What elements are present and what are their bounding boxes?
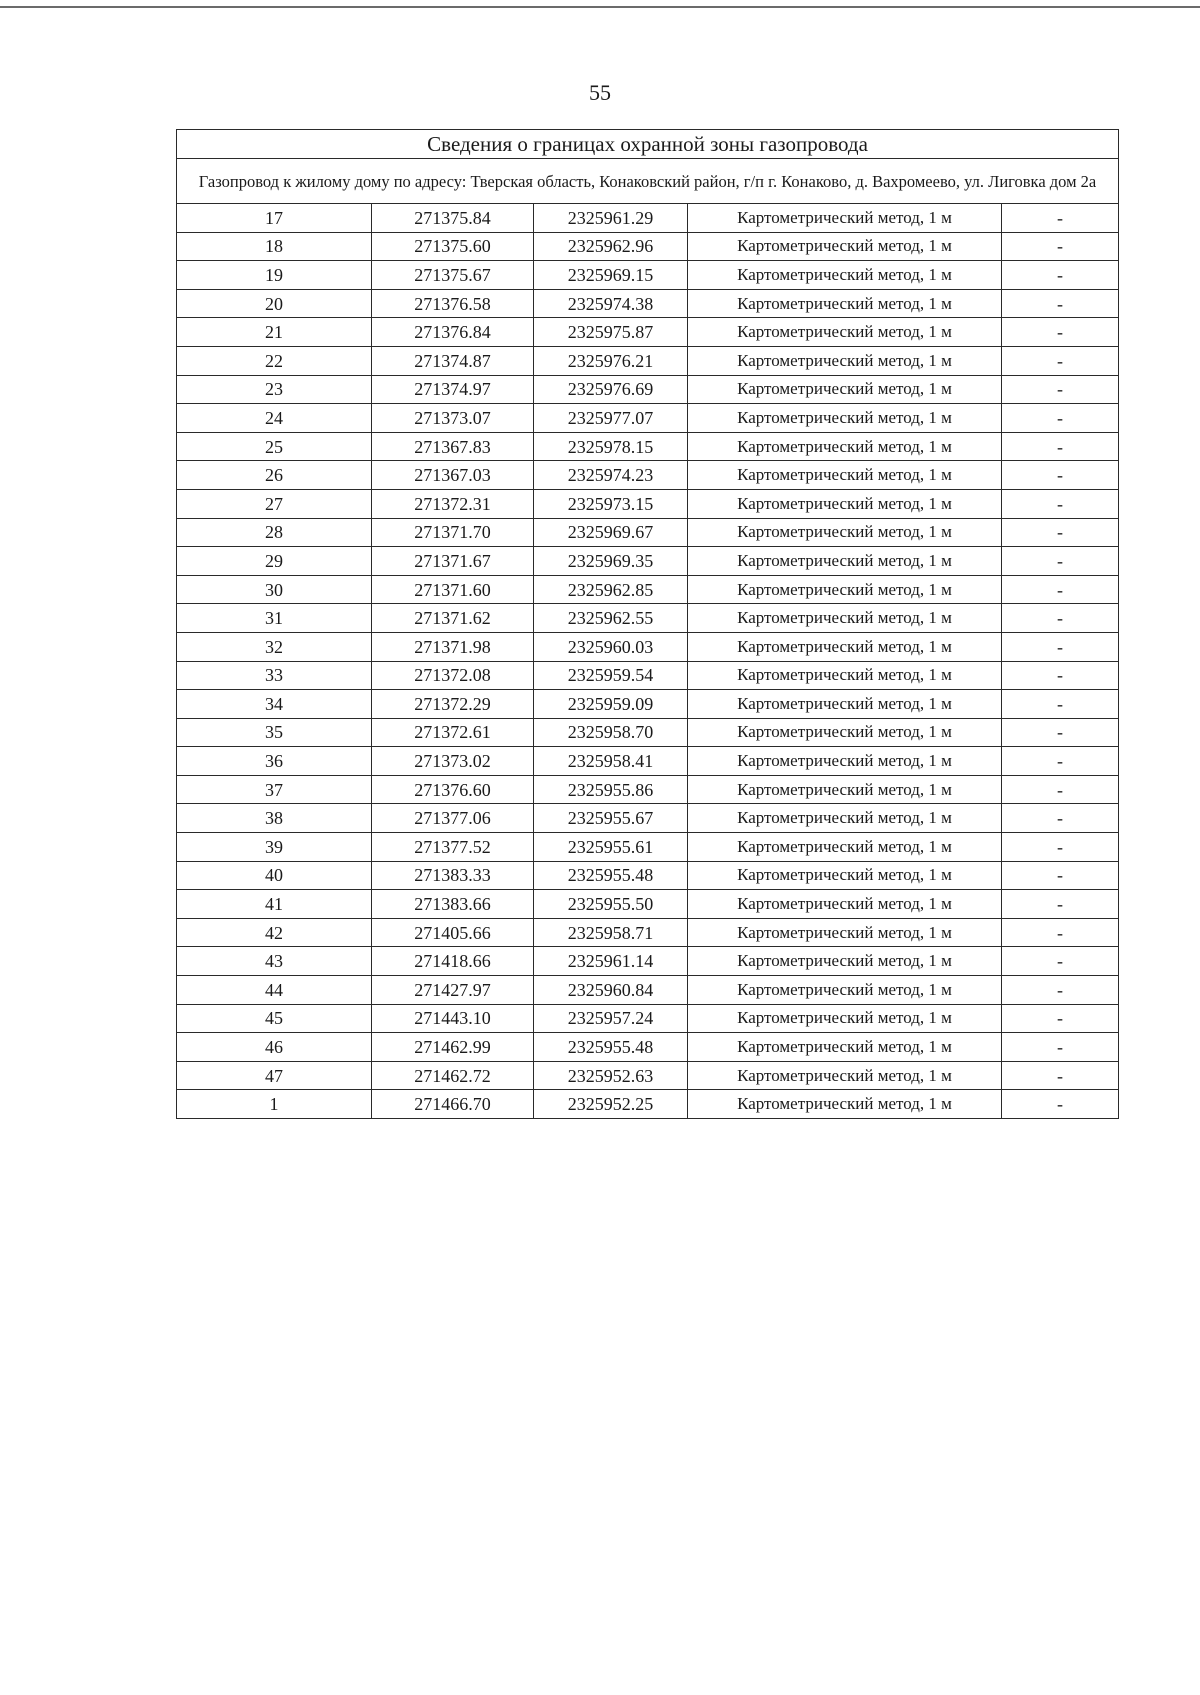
protection-zone-table xyxy=(176,129,1119,1119)
coordinate-y-cell: 2325955.67 xyxy=(534,804,688,833)
method-cell: Картометрический метод, 1 м xyxy=(688,1033,1002,1062)
point-number-cell: 46 xyxy=(177,1033,372,1062)
point-number-cell: 30 xyxy=(177,575,372,604)
coordinate-x-cell: 271371.60 xyxy=(372,575,534,604)
point-number-cell: 35 xyxy=(177,718,372,747)
coordinate-y-cell: 2325973.15 xyxy=(534,489,688,518)
table-row xyxy=(177,604,1119,633)
note-cell: - xyxy=(1002,547,1119,576)
coordinate-x-cell: 271376.58 xyxy=(372,289,534,318)
coordinate-y-cell: 2325958.41 xyxy=(534,747,688,776)
coordinate-x-cell: 271377.06 xyxy=(372,804,534,833)
method-cell: Картометрический метод, 1 м xyxy=(688,489,1002,518)
table-row xyxy=(177,232,1119,261)
note-cell: - xyxy=(1002,661,1119,690)
point-number-cell: 39 xyxy=(177,833,372,862)
method-cell: Картометрический метод, 1 м xyxy=(688,947,1002,976)
coordinate-y-cell: 2325961.14 xyxy=(534,947,688,976)
point-number-cell: 21 xyxy=(177,318,372,347)
table-row xyxy=(177,976,1119,1005)
coordinate-y-cell: 2325955.48 xyxy=(534,1033,688,1062)
coordinate-x-cell: 271372.29 xyxy=(372,690,534,719)
method-cell: Картометрический метод, 1 м xyxy=(688,604,1002,633)
note-cell: - xyxy=(1002,947,1119,976)
coordinate-x-cell: 271372.61 xyxy=(372,718,534,747)
point-number-cell: 18 xyxy=(177,232,372,261)
point-number-cell: 33 xyxy=(177,661,372,690)
coordinate-y-cell: 2325978.15 xyxy=(534,432,688,461)
coordinate-y-cell: 2325960.03 xyxy=(534,632,688,661)
coordinate-y-cell: 2325959.09 xyxy=(534,690,688,719)
table-row xyxy=(177,918,1119,947)
table-row xyxy=(177,375,1119,404)
point-number-cell: 47 xyxy=(177,1061,372,1090)
method-cell: Картометрический метод, 1 м xyxy=(688,632,1002,661)
coordinate-y-cell: 2325955.86 xyxy=(534,775,688,804)
note-cell: - xyxy=(1002,1090,1119,1119)
coordinate-y-cell: 2325952.25 xyxy=(534,1090,688,1119)
note-cell: - xyxy=(1002,518,1119,547)
point-number-cell: 22 xyxy=(177,346,372,375)
table-row xyxy=(177,1061,1119,1090)
table-row xyxy=(177,461,1119,490)
table-title: Сведения о границах охранной зоны газопровода xyxy=(177,130,1119,159)
coordinate-y-cell: 2325955.50 xyxy=(534,890,688,919)
note-cell: - xyxy=(1002,575,1119,604)
note-cell: - xyxy=(1002,690,1119,719)
note-cell: - xyxy=(1002,861,1119,890)
coordinate-x-cell: 271383.66 xyxy=(372,890,534,919)
table-row xyxy=(177,1004,1119,1033)
point-number-cell: 24 xyxy=(177,404,372,433)
coordinate-y-cell: 2325974.38 xyxy=(534,289,688,318)
coordinate-x-cell: 271427.97 xyxy=(372,976,534,1005)
coordinate-x-cell: 271443.10 xyxy=(372,1004,534,1033)
table-subtitle: Газопровод к жилому дому по адресу: Тверская область, Конаковский район, г/п г. Конаково, д. Вахромеево, ул. Лиговка дом 2а xyxy=(177,159,1119,204)
point-number-cell: 17 xyxy=(177,204,372,233)
method-cell: Картометрический метод, 1 м xyxy=(688,804,1002,833)
table-row xyxy=(177,432,1119,461)
table-row xyxy=(177,1033,1119,1062)
note-cell: - xyxy=(1002,775,1119,804)
coordinate-x-cell: 271375.60 xyxy=(372,232,534,261)
method-cell: Картометрический метод, 1 м xyxy=(688,404,1002,433)
table-row xyxy=(177,489,1119,518)
method-cell: Картометрический метод, 1 м xyxy=(688,461,1002,490)
note-cell: - xyxy=(1002,404,1119,433)
method-cell: Картометрический метод, 1 м xyxy=(688,575,1002,604)
table-row xyxy=(177,404,1119,433)
coordinate-x-cell: 271462.99 xyxy=(372,1033,534,1062)
coordinate-x-cell: 271374.97 xyxy=(372,375,534,404)
note-cell: - xyxy=(1002,461,1119,490)
table-row xyxy=(177,661,1119,690)
method-cell: Картометрический метод, 1 м xyxy=(688,232,1002,261)
point-number-cell: 27 xyxy=(177,489,372,518)
coordinate-x-cell: 271367.83 xyxy=(372,432,534,461)
note-cell: - xyxy=(1002,804,1119,833)
coordinate-x-cell: 271367.03 xyxy=(372,461,534,490)
table-row xyxy=(177,632,1119,661)
point-number-cell: 37 xyxy=(177,775,372,804)
coordinate-y-cell: 2325958.71 xyxy=(534,918,688,947)
coordinate-x-cell: 271373.07 xyxy=(372,404,534,433)
note-cell: - xyxy=(1002,1033,1119,1062)
method-cell: Картометрический метод, 1 м xyxy=(688,547,1002,576)
coordinate-y-cell: 2325959.54 xyxy=(534,661,688,690)
note-cell: - xyxy=(1002,289,1119,318)
coordinate-y-cell: 2325976.21 xyxy=(534,346,688,375)
coordinate-x-cell: 271377.52 xyxy=(372,833,534,862)
note-cell: - xyxy=(1002,718,1119,747)
coordinate-y-cell: 2325952.63 xyxy=(534,1061,688,1090)
point-number-cell: 20 xyxy=(177,289,372,318)
coordinate-x-cell: 271374.87 xyxy=(372,346,534,375)
coordinate-x-cell: 271375.84 xyxy=(372,204,534,233)
coordinate-y-cell: 2325969.35 xyxy=(534,547,688,576)
point-number-cell: 32 xyxy=(177,632,372,661)
table-row xyxy=(177,718,1119,747)
point-number-cell: 40 xyxy=(177,861,372,890)
table-row xyxy=(177,204,1119,233)
coordinate-y-cell: 2325958.70 xyxy=(534,718,688,747)
point-number-cell: 28 xyxy=(177,518,372,547)
coordinate-x-cell: 271372.31 xyxy=(372,489,534,518)
method-cell: Картометрический метод, 1 м xyxy=(688,346,1002,375)
note-cell: - xyxy=(1002,232,1119,261)
point-number-cell: 43 xyxy=(177,947,372,976)
note-cell: - xyxy=(1002,375,1119,404)
method-cell: Картометрический метод, 1 м xyxy=(688,518,1002,547)
note-cell: - xyxy=(1002,632,1119,661)
table-row xyxy=(177,890,1119,919)
table-row xyxy=(177,547,1119,576)
method-cell: Картометрический метод, 1 м xyxy=(688,1090,1002,1119)
coordinate-y-cell: 2325955.61 xyxy=(534,833,688,862)
coordinate-y-cell: 2325962.85 xyxy=(534,575,688,604)
point-number-cell: 41 xyxy=(177,890,372,919)
note-cell: - xyxy=(1002,833,1119,862)
point-number-cell: 42 xyxy=(177,918,372,947)
note-cell: - xyxy=(1002,604,1119,633)
point-number-cell: 34 xyxy=(177,690,372,719)
note-cell: - xyxy=(1002,1004,1119,1033)
point-number-cell: 45 xyxy=(177,1004,372,1033)
coordinate-y-cell: 2325975.87 xyxy=(534,318,688,347)
method-cell: Картометрический метод, 1 м xyxy=(688,833,1002,862)
method-cell: Картометрический метод, 1 м xyxy=(688,861,1002,890)
table-row xyxy=(177,861,1119,890)
coordinate-x-cell: 271466.70 xyxy=(372,1090,534,1119)
method-cell: Картометрический метод, 1 м xyxy=(688,690,1002,719)
coordinate-y-cell: 2325977.07 xyxy=(534,404,688,433)
point-number-cell: 25 xyxy=(177,432,372,461)
page-number: 55 xyxy=(589,80,611,105)
note-cell: - xyxy=(1002,1061,1119,1090)
point-number-cell: 31 xyxy=(177,604,372,633)
method-cell: Картометрический метод, 1 м xyxy=(688,718,1002,747)
method-cell: Картометрический метод, 1 м xyxy=(688,289,1002,318)
coordinate-x-cell: 271376.60 xyxy=(372,775,534,804)
method-cell: Картометрический метод, 1 м xyxy=(688,661,1002,690)
table-row xyxy=(177,1090,1119,1119)
method-cell: Картометрический метод, 1 м xyxy=(688,976,1002,1005)
note-cell: - xyxy=(1002,976,1119,1005)
coordinate-y-cell: 2325960.84 xyxy=(534,976,688,1005)
table-row xyxy=(177,575,1119,604)
table-row xyxy=(177,346,1119,375)
table-row xyxy=(177,775,1119,804)
coordinate-x-cell: 271405.66 xyxy=(372,918,534,947)
note-cell: - xyxy=(1002,747,1119,776)
table-row xyxy=(177,289,1119,318)
table-row xyxy=(177,690,1119,719)
coordinate-y-cell: 2325974.23 xyxy=(534,461,688,490)
coordinate-x-cell: 271462.72 xyxy=(372,1061,534,1090)
table-subtitle-row xyxy=(177,159,1119,204)
coordinate-x-cell: 271375.67 xyxy=(372,261,534,290)
method-cell: Картометрический метод, 1 м xyxy=(688,318,1002,347)
table-row xyxy=(177,518,1119,547)
method-cell: Картометрический метод, 1 м xyxy=(688,918,1002,947)
point-number-cell: 36 xyxy=(177,747,372,776)
coordinate-x-cell: 271383.33 xyxy=(372,861,534,890)
note-cell: - xyxy=(1002,346,1119,375)
method-cell: Картометрический метод, 1 м xyxy=(688,375,1002,404)
method-cell: Картометрический метод, 1 м xyxy=(688,261,1002,290)
table-row xyxy=(177,261,1119,290)
table-row xyxy=(177,747,1119,776)
table-row xyxy=(177,318,1119,347)
table-title-row xyxy=(177,130,1119,159)
table-row xyxy=(177,833,1119,862)
note-cell: - xyxy=(1002,890,1119,919)
coordinate-y-cell: 2325955.48 xyxy=(534,861,688,890)
coordinate-x-cell: 271371.67 xyxy=(372,547,534,576)
method-cell: Картометрический метод, 1 м xyxy=(688,1061,1002,1090)
coordinate-x-cell: 271372.08 xyxy=(372,661,534,690)
note-cell: - xyxy=(1002,261,1119,290)
coordinate-y-cell: 2325969.15 xyxy=(534,261,688,290)
method-cell: Картометрический метод, 1 м xyxy=(688,432,1002,461)
coordinate-x-cell: 271371.62 xyxy=(372,604,534,633)
table-row xyxy=(177,804,1119,833)
point-number-cell: 29 xyxy=(177,547,372,576)
point-number-cell: 1 xyxy=(177,1090,372,1119)
coordinate-x-cell: 271371.98 xyxy=(372,632,534,661)
point-number-cell: 19 xyxy=(177,261,372,290)
note-cell: - xyxy=(1002,318,1119,347)
point-number-cell: 26 xyxy=(177,461,372,490)
point-number-cell: 23 xyxy=(177,375,372,404)
method-cell: Картометрический метод, 1 м xyxy=(688,775,1002,804)
method-cell: Картометрический метод, 1 м xyxy=(688,204,1002,233)
coordinate-y-cell: 2325976.69 xyxy=(534,375,688,404)
method-cell: Картометрический метод, 1 м xyxy=(688,747,1002,776)
method-cell: Картометрический метод, 1 м xyxy=(688,890,1002,919)
scan-top-edge xyxy=(0,6,1200,8)
note-cell: - xyxy=(1002,918,1119,947)
table-row xyxy=(177,947,1119,976)
coordinate-y-cell: 2325961.29 xyxy=(534,204,688,233)
coordinate-y-cell: 2325957.24 xyxy=(534,1004,688,1033)
point-number-cell: 44 xyxy=(177,976,372,1005)
note-cell: - xyxy=(1002,204,1119,233)
coordinate-y-cell: 2325962.55 xyxy=(534,604,688,633)
point-number-cell: 38 xyxy=(177,804,372,833)
coordinate-y-cell: 2325969.67 xyxy=(534,518,688,547)
note-cell: - xyxy=(1002,432,1119,461)
coordinate-y-cell: 2325962.96 xyxy=(534,232,688,261)
note-cell: - xyxy=(1002,489,1119,518)
coordinate-x-cell: 271371.70 xyxy=(372,518,534,547)
coordinate-x-cell: 271373.02 xyxy=(372,747,534,776)
coordinate-x-cell: 271376.84 xyxy=(372,318,534,347)
coordinate-x-cell: 271418.66 xyxy=(372,947,534,976)
method-cell: Картометрический метод, 1 м xyxy=(688,1004,1002,1033)
